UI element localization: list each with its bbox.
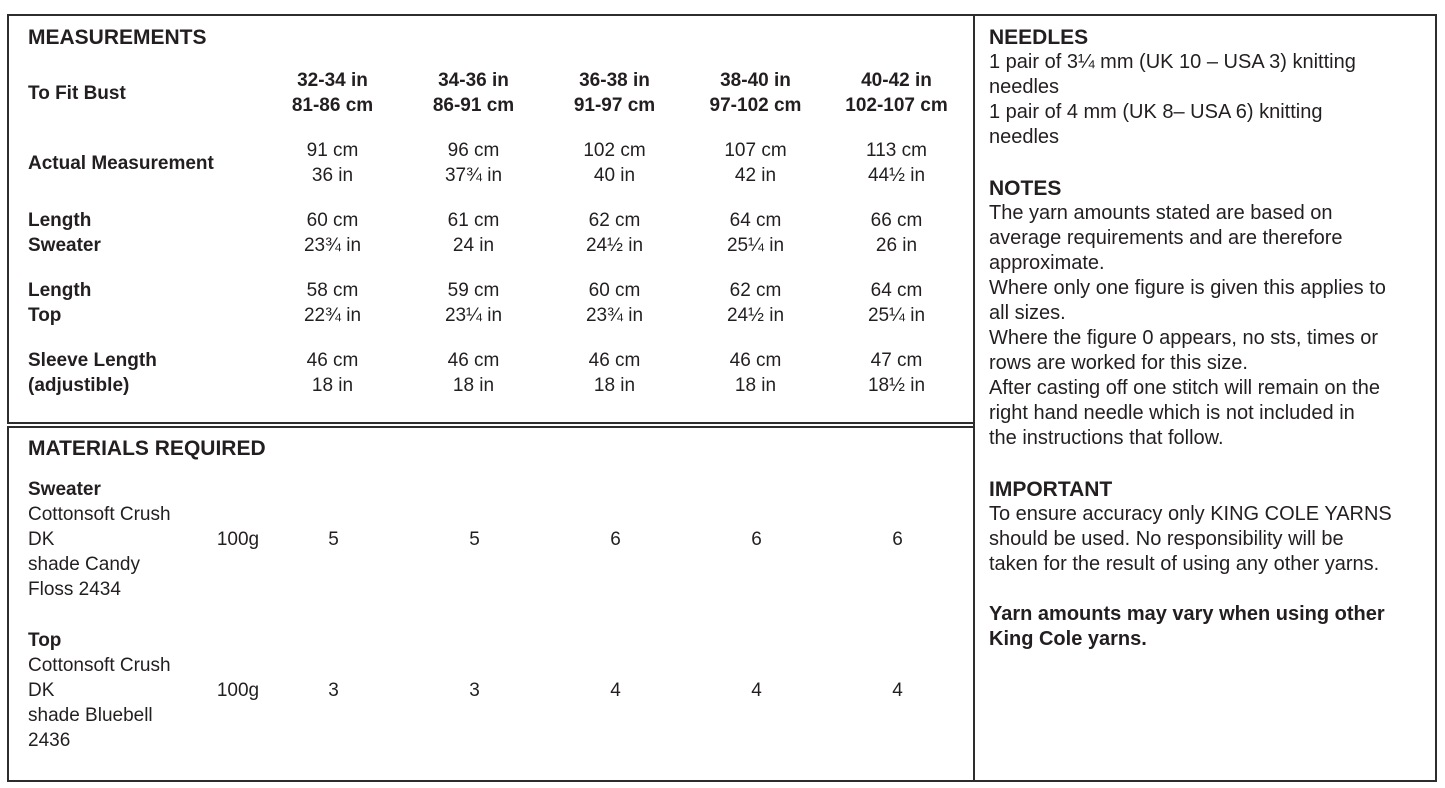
notes-line: Where only one figure is given this applies to: [989, 277, 1386, 299]
value-col-4: [685, 138, 826, 188]
value-col-2: [403, 348, 544, 398]
value-col-4: [685, 278, 826, 328]
value-cm: 60 cm: [306, 210, 359, 231]
yarn-variation-note: [989, 602, 1423, 652]
measurements-section: [7, 14, 975, 424]
value-col-2: [403, 278, 544, 328]
quantity-col-1: 5: [328, 529, 339, 550]
notes-section: [989, 176, 1423, 451]
quantity-col-2: 3: [469, 680, 480, 701]
notes-heading: NOTES: [989, 177, 1062, 200]
material-name-col: [9, 477, 213, 602]
value-col-4: [685, 348, 826, 398]
value-col-1: [262, 138, 403, 188]
needles-line: needles: [989, 126, 1060, 148]
material-unit: 100g: [216, 680, 260, 701]
important-line: taken for the result of using any other yarns.: [989, 553, 1380, 575]
value-cm: 66 cm: [870, 210, 923, 231]
value-cm: 46 cm: [729, 350, 782, 371]
material-name-col: [9, 628, 213, 753]
value-col-5: [826, 138, 967, 188]
info-column: [973, 14, 1437, 782]
value-in: 18 in: [734, 375, 777, 396]
value-cm: 62 cm: [729, 280, 782, 301]
value-col-1: [262, 208, 403, 258]
value-cm: 113 cm: [866, 140, 927, 161]
material-yarn-line: DK: [28, 529, 55, 550]
value-col-3: [544, 138, 685, 188]
value-col-1: [262, 348, 403, 398]
value-in: 24 in: [452, 235, 495, 256]
material-shade-line: shade Candy: [28, 554, 140, 575]
value-in: 40 in: [593, 165, 636, 186]
size-in: 40-42 in: [861, 70, 932, 91]
length-sweater-row: [9, 208, 973, 258]
label-line: Sleeve Length: [28, 350, 157, 371]
value-cm: 60 cm: [588, 280, 641, 301]
material-garment-name: Sweater: [28, 479, 101, 500]
needles-heading: NEEDLES: [989, 26, 1089, 49]
value-col-3: [544, 348, 685, 398]
value-in: 18½ in: [867, 375, 926, 396]
label-line: Length: [28, 280, 92, 301]
row-label-length-sweater: [9, 208, 262, 258]
value-in: 42 in: [734, 165, 777, 186]
value-in: 26 in: [875, 235, 918, 256]
value-in: 18 in: [452, 375, 495, 396]
notes-line: rows are worked for this size.: [989, 352, 1248, 374]
value-col-2: [403, 138, 544, 188]
value-col-5: [826, 278, 967, 328]
quantity-col-1: 3: [328, 680, 339, 701]
value-col-5: [826, 348, 967, 398]
value-cm: 102 cm: [583, 140, 646, 161]
value-cm: 96 cm: [447, 140, 500, 161]
value-cm: 62 cm: [588, 210, 641, 231]
materials-heading: MATERIALS REQUIRED: [28, 437, 266, 460]
value-in: 23¾ in: [585, 305, 644, 326]
value-col-3: [544, 208, 685, 258]
material-item-top: [9, 628, 973, 753]
yarn-variation-line: King Cole yarns.: [989, 628, 1147, 650]
length-top-row: [9, 278, 973, 328]
value-in: 25¼ in: [867, 305, 926, 326]
material-item-sweater: [9, 477, 973, 602]
needles-line: needles: [989, 76, 1060, 98]
value-cm: 107 cm: [724, 140, 787, 161]
material-unit: 100g: [216, 529, 260, 550]
quantity-col-3: 6: [610, 529, 621, 550]
material-shade-line: Floss 2434: [28, 579, 121, 600]
value-in: 37¾ in: [444, 165, 503, 186]
value-cm: 61 cm: [447, 210, 500, 231]
quantity-col-4: 6: [751, 529, 762, 550]
notes-line: The yarn amounts stated are based on: [989, 202, 1333, 224]
size-header-col-4: [685, 68, 826, 118]
value-cm: 58 cm: [306, 280, 359, 301]
measurements-heading: MEASUREMENTS: [28, 26, 207, 49]
notes-line: right hand needle which is not included in: [989, 402, 1355, 424]
material-shade-line: 2436: [28, 730, 71, 751]
material-shade-line: shade Bluebell: [28, 705, 153, 726]
value-in: 23¼ in: [444, 305, 503, 326]
label-line: (adjustible): [28, 375, 130, 396]
quantity-col-5: 4: [892, 680, 903, 701]
size-header-col-1: [262, 68, 403, 118]
row-label-actual-measurement: [9, 138, 262, 188]
value-in: 23¾ in: [303, 235, 362, 256]
value-in: 24½ in: [585, 235, 644, 256]
value-cm: 47 cm: [870, 350, 923, 371]
label-line: To Fit Bust: [28, 82, 126, 104]
notes-line: average requirements and are therefore: [989, 227, 1343, 249]
important-heading: IMPORTANT: [989, 478, 1113, 501]
row-label-length-top: [9, 278, 262, 328]
value-col-1: [262, 278, 403, 328]
materials-section: [7, 426, 975, 782]
needles-line: 1 pair of 4 mm (UK 8– USA 6) knitting: [989, 101, 1323, 123]
value-in: 36 in: [311, 165, 354, 186]
value-cm: 46 cm: [306, 350, 359, 371]
quantity-col-5: 6: [892, 529, 903, 550]
value-col-5: [826, 208, 967, 258]
value-in: 22¾ in: [303, 305, 362, 326]
important-line: To ensure accuracy only KING COLE YARNS: [989, 503, 1392, 525]
size-in: 38-40 in: [720, 70, 791, 91]
value-in: 18 in: [593, 375, 636, 396]
material-yarn-line: Cottonsoft Crush: [28, 504, 171, 525]
needles-section: [989, 25, 1423, 150]
row-label-sleeve-length: [9, 348, 262, 398]
label-line: Length: [28, 210, 92, 231]
size-header-col-3: [544, 68, 685, 118]
size-cm: 86-91 cm: [432, 95, 515, 116]
needles-line: 1 pair of 3¼ mm (UK 10 – USA 3) knitting: [989, 51, 1356, 73]
quantity-col-3: 4: [610, 680, 621, 701]
size-cm: 81-86 cm: [291, 95, 374, 116]
size-cm: 97-102 cm: [709, 95, 802, 116]
material-yarn-line: Cottonsoft Crush: [28, 655, 171, 676]
value-cm: 91 cm: [306, 140, 359, 161]
material-garment-name: Top: [28, 630, 62, 651]
quantity-col-4: 4: [751, 680, 762, 701]
value-cm: 59 cm: [447, 280, 500, 301]
label-line: Actual Measurement: [28, 152, 214, 174]
size-in: 32-34 in: [297, 70, 368, 91]
notes-line: approximate.: [989, 252, 1105, 274]
value-in: 18 in: [311, 375, 354, 396]
notes-line: After casting off one stitch will remain on the: [989, 377, 1380, 399]
size-header-row: [9, 68, 973, 118]
value-col-3: [544, 278, 685, 328]
value-cm: 64 cm: [870, 280, 923, 301]
value-in: 25¼ in: [726, 235, 785, 256]
value-col-4: [685, 208, 826, 258]
value-in: 24½ in: [726, 305, 785, 326]
important-section: [989, 477, 1423, 652]
size-cm: 102-107 cm: [845, 95, 948, 116]
quantity-col-2: 5: [469, 529, 480, 550]
value-in: 44½ in: [867, 165, 926, 186]
size-cm: 91-97 cm: [573, 95, 656, 116]
notes-line: the instructions that follow.: [989, 427, 1224, 449]
actual-measurement-row: [9, 138, 973, 188]
size-in: 34-36 in: [438, 70, 509, 91]
size-header-col-2: [403, 68, 544, 118]
value-cm: 64 cm: [729, 210, 782, 231]
value-cm: 46 cm: [447, 350, 500, 371]
label-line: Sweater: [28, 235, 101, 256]
yarn-variation-line: Yarn amounts may vary when using other: [989, 603, 1385, 625]
size-in: 36-38 in: [579, 70, 650, 91]
important-line: should be used. No responsibility will be: [989, 528, 1344, 550]
notes-line: all sizes.: [989, 302, 1066, 324]
size-header-col-5: [826, 68, 967, 118]
value-col-2: [403, 208, 544, 258]
value-cm: 46 cm: [588, 350, 641, 371]
notes-line: Where the figure 0 appears, no sts, times or: [989, 327, 1379, 349]
label-line: Top: [28, 305, 62, 326]
material-yarn-line: DK: [28, 680, 55, 701]
sleeve-length-row: [9, 348, 973, 398]
row-label-to-fit-bust: [9, 68, 262, 118]
